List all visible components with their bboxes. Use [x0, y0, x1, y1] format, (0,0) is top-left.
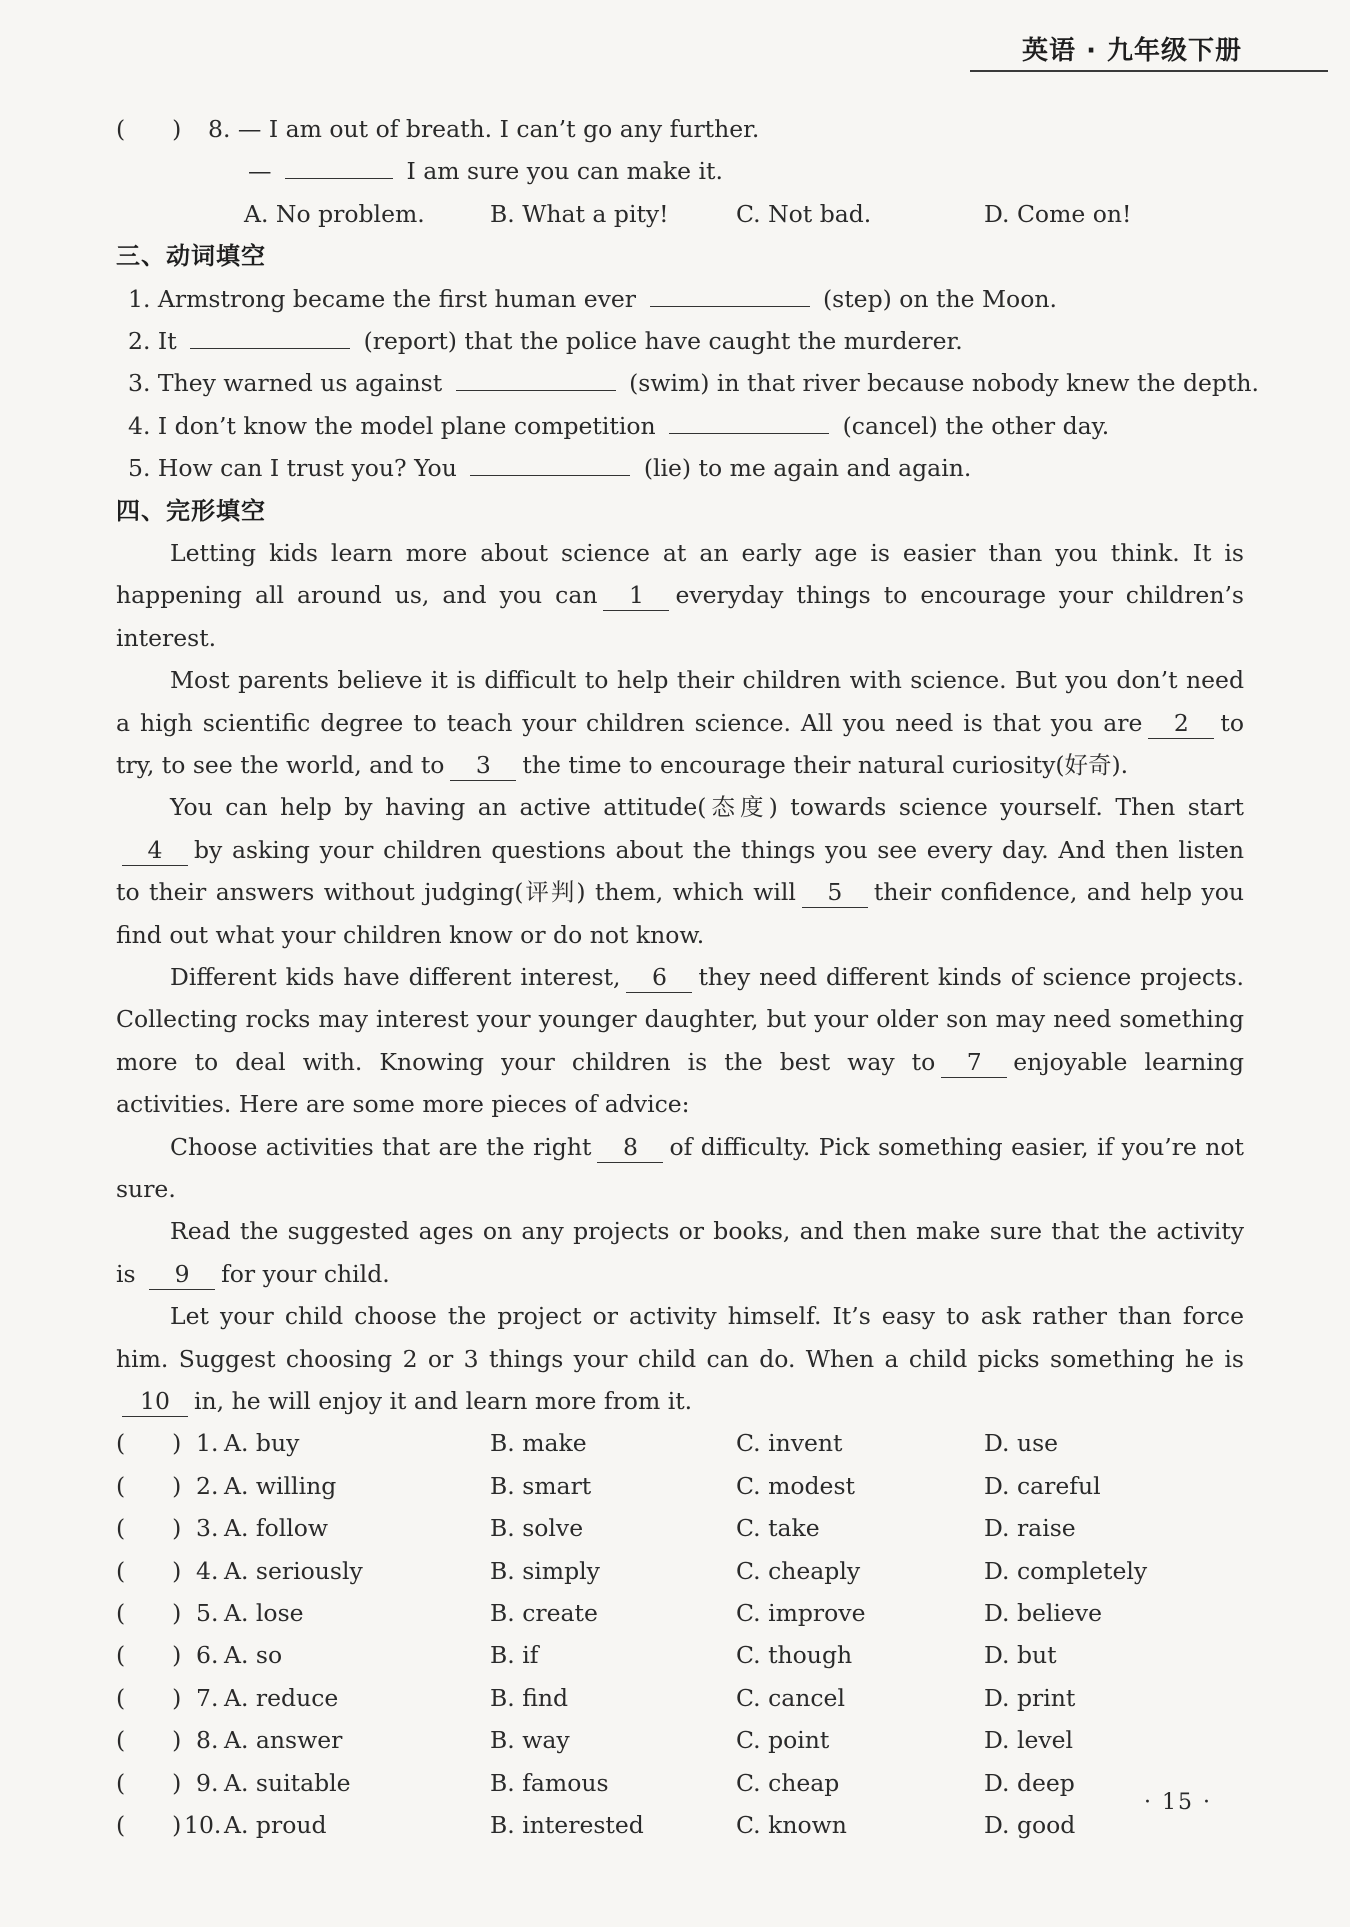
cloze-option-c[interactable]: C. invent — [736, 1429, 843, 1458]
answer-paren[interactable]: ( ) — [116, 1683, 182, 1712]
cloze-option-c[interactable]: C. though — [736, 1641, 853, 1670]
answer-paren[interactable]: ( ) — [116, 1599, 182, 1627]
cloze-question-row — [116, 1507, 1244, 1549]
q8-option-c[interactable]: C. Not bad. — [736, 199, 872, 228]
fill-item-number: 2. — [128, 326, 151, 355]
passage-paragraph-7 — [116, 1295, 1244, 1422]
cloze-question-row — [116, 1634, 1244, 1676]
q8-line1 — [116, 108, 1244, 150]
passage-text: by asking your children questions about the things you see every day. And then listen to — [116, 835, 1244, 907]
answer-paren[interactable]: ( ) — [116, 1768, 182, 1797]
cloze-question-row — [116, 1550, 1244, 1592]
q8-dialog-2: I am sure you can make it. — [406, 157, 723, 186]
cloze-question-number: 4. — [196, 1556, 219, 1585]
cloze-option-b[interactable]: B. if — [490, 1641, 539, 1670]
cloze-option-b[interactable]: B. solve — [490, 1514, 584, 1543]
cloze-question-number: 5. — [196, 1599, 219, 1627]
answer-paren[interactable]: ( ) — [116, 115, 182, 143]
passage-text: Here are some more pieces of advice: — [238, 1090, 690, 1119]
cloze-option-c[interactable]: C. known — [736, 1810, 847, 1839]
passage-text: Most parents believe it is difficult to help their children with science. But you don’t need a — [116, 666, 1244, 737]
fill-item-after: (lie) to me again and again. — [643, 454, 972, 483]
passage-text: Choose activities that are the right — [170, 1132, 592, 1161]
passage-text: of difficulty. Pick something easier, if you’re not — [669, 1132, 1244, 1161]
passage-text: more to deal with. Knowing your children is the best way to — [116, 1047, 936, 1076]
passage-text: he will enjoy it and learn more from it. — [231, 1387, 693, 1416]
passage-text: in, — [194, 1387, 225, 1416]
q8-option-a[interactable]: A. No problem. — [244, 199, 425, 228]
passage-text: to see the world, and to — [161, 750, 445, 779]
passage-text: the time to encourage their natural curiosity(好奇). — [522, 750, 1129, 779]
passage-paragraph-2 — [116, 659, 1244, 786]
fill-blank[interactable] — [650, 280, 810, 307]
cloze-option-d[interactable]: D. print — [984, 1683, 1076, 1712]
fill-item-5 — [116, 447, 1244, 489]
cloze-option-a[interactable]: A. reduce — [224, 1683, 339, 1712]
fill-item-before: It — [157, 326, 177, 355]
cloze-option-d[interactable]: D. raise — [984, 1514, 1076, 1543]
cloze-blank-8[interactable]: 8 — [597, 1132, 663, 1163]
fill-item-number: 4. — [128, 411, 151, 440]
q8-option-d[interactable]: D. Come on! — [984, 199, 1132, 228]
cloze-option-d[interactable]: D. careful — [984, 1471, 1101, 1500]
cloze-question-row — [116, 1465, 1244, 1507]
cloze-option-d[interactable]: D. level — [984, 1726, 1074, 1755]
fill-item-number: 3. — [128, 369, 151, 398]
cloze-option-b[interactable]: B. famous — [490, 1768, 609, 1797]
answer-paren[interactable]: ( ) — [116, 1726, 182, 1755]
fill-blank[interactable] — [190, 322, 350, 349]
answer-paren[interactable]: ( ) — [116, 1641, 182, 1670]
q8-line2 — [116, 150, 1244, 192]
cloze-option-c[interactable]: C. take — [736, 1514, 820, 1543]
cloze-option-a[interactable]: A. buy — [224, 1429, 300, 1458]
cloze-option-c[interactable]: C. modest — [736, 1471, 855, 1500]
passage-text: Read the suggested ages on any projects or books, and then make sure that the activity is — [116, 1217, 1244, 1288]
answer-paren[interactable]: ( ) — [116, 1810, 182, 1839]
cloze-question-row — [116, 1762, 1244, 1804]
cloze-option-b[interactable]: B. smart — [490, 1471, 592, 1500]
fill-item-number: 5. — [128, 454, 151, 483]
answer-paren[interactable]: ( ) — [116, 1429, 182, 1458]
passage-text: to try, — [116, 708, 1244, 779]
cloze-question-row — [116, 1719, 1244, 1761]
cloze-option-c[interactable]: C. cheap — [736, 1768, 840, 1797]
cloze-option-a[interactable]: A. willing — [224, 1471, 337, 1500]
cloze-question-number: 10. — [184, 1810, 222, 1839]
fill-item-before: I don’t know the model plane competition — [157, 411, 656, 440]
passage-text: for your child. — [221, 1259, 390, 1288]
page-content — [116, 108, 1260, 1846]
page-number: · 15 · — [1144, 1790, 1212, 1815]
cloze-option-b[interactable]: B. interested — [490, 1810, 644, 1839]
passage-text: Suggest choosing 2 or 3 things your child can do. When a child picks something he is — [178, 1344, 1244, 1373]
cloze-blank-2[interactable]: 2 — [1148, 708, 1214, 739]
cloze-blank-7[interactable]: 7 — [941, 1047, 1007, 1078]
cloze-blank-9[interactable]: 9 — [149, 1259, 215, 1290]
answer-paren[interactable]: ( ) — [116, 1471, 182, 1500]
cloze-blank-4[interactable]: 4 — [122, 835, 188, 866]
cloze-option-a[interactable]: A. lose — [224, 1599, 304, 1627]
cloze-question-number: 3. — [196, 1514, 219, 1543]
fill-item-after: (report) that the police have caught the murderer. — [363, 326, 963, 355]
cloze-option-c[interactable]: C. point — [736, 1726, 830, 1755]
cloze-options — [116, 1422, 1244, 1846]
passage-paragraph-4 — [116, 956, 1244, 1126]
fill-item-after: (step) on the Moon. — [823, 284, 1057, 313]
fill-item-2 — [116, 320, 1244, 362]
passage-text: Different kids have different interest, — [170, 962, 621, 991]
q8-option-b[interactable]: B. What a pity! — [490, 199, 669, 228]
cloze-option-c[interactable]: C. cheaply — [736, 1556, 861, 1585]
cloze-option-b[interactable]: B. make — [490, 1429, 587, 1458]
cloze-option-b[interactable]: B. find — [490, 1683, 569, 1712]
fill-item-3 — [116, 362, 1260, 404]
fill-item-before: They warned us against — [157, 369, 443, 398]
fill-item-number: 1. — [128, 284, 151, 313]
cloze-question-row — [116, 1592, 1244, 1634]
fill-item-after: (cancel) the other day. — [842, 411, 1110, 440]
fill-item-before: Armstrong became the first human ever — [157, 284, 637, 313]
cloze-question-number: 2. — [196, 1471, 219, 1500]
answer-paren[interactable]: ( ) — [116, 1514, 182, 1543]
fill-item-after: (swim) in that river because nobody knew the depth. — [629, 369, 1260, 398]
cloze-blank-3[interactable]: 3 — [450, 750, 516, 781]
cloze-option-d[interactable]: D. completely — [984, 1556, 1148, 1585]
cloze-option-c[interactable]: C. cancel — [736, 1683, 845, 1712]
cloze-question-number: 6. — [196, 1641, 219, 1670]
passage-paragraph-1 — [116, 532, 1244, 659]
fill-item-before: How can I trust you? You — [157, 454, 457, 483]
cloze-option-d[interactable]: D. good — [984, 1810, 1076, 1839]
cloze-option-c[interactable]: C. improve — [736, 1599, 866, 1627]
q8-dialog-1: — I am out of breath. I can’t go any further. — [237, 115, 760, 143]
passage-text: their answers without judging(评判) them, which will — [149, 878, 796, 907]
passage-text: Collecting rocks may interest your younger daughter, but your older son may need something — [116, 1005, 1244, 1034]
cloze-question-number: 1. — [196, 1429, 219, 1458]
q8-blank[interactable] — [285, 152, 393, 179]
cloze-option-b[interactable]: B. create — [490, 1599, 598, 1627]
section4-title: 四、完形填空 — [116, 496, 266, 525]
fill-blank[interactable] — [470, 449, 630, 476]
passage-text: they need different kinds of science projects. — [698, 962, 1244, 991]
passage-text: their confidence, and help you — [873, 878, 1244, 907]
cloze-option-a[interactable]: A. answer — [224, 1726, 343, 1755]
cloze-question-row — [116, 1804, 1244, 1846]
cloze-blank-5[interactable]: 5 — [802, 877, 868, 908]
cloze-option-d[interactable]: D. deep — [984, 1768, 1075, 1797]
cloze-option-d[interactable]: D. believe — [984, 1599, 1103, 1627]
header-rule — [970, 70, 1328, 72]
cloze-option-a[interactable]: A. suitable — [224, 1768, 351, 1797]
cloze-question-row — [116, 1422, 1244, 1464]
passage-text: enjoyable learning activities. — [116, 1047, 1244, 1119]
fill-blank[interactable] — [456, 364, 616, 391]
q8-dash: — — [248, 157, 272, 186]
cloze-question-row — [116, 1677, 1244, 1719]
answer-paren[interactable]: ( ) — [116, 1556, 182, 1585]
q8-options — [116, 193, 1244, 235]
passage-paragraph-3 — [116, 786, 1244, 956]
passage-paragraph-5 — [116, 1126, 1244, 1211]
passage-text: Letting kids learn more about science at an early age is easier than you think. It is happening all — [116, 538, 1244, 610]
cloze-question-number: 9. — [196, 1768, 219, 1797]
cloze-option-d[interactable]: D. use — [984, 1429, 1059, 1458]
cloze-question-number: 8. — [196, 1726, 219, 1755]
cloze-question-number: 7. — [196, 1683, 219, 1712]
q8-number: 8. — [208, 115, 231, 143]
cloze-option-d[interactable]: D. but — [984, 1641, 1057, 1670]
cloze-option-a[interactable]: A. seriously — [224, 1556, 363, 1585]
passage-paragraph-6 — [116, 1210, 1244, 1295]
page-header-title: 英语 · 九年级下册 — [1022, 36, 1242, 66]
cloze-blank-10[interactable]: 10 — [122, 1386, 188, 1417]
fill-item-4 — [116, 405, 1244, 447]
passage-text: around us, and you can — [297, 581, 598, 610]
passage-text: everyday things to encourage your children’s interest. — [116, 581, 1244, 652]
cloze-option-a[interactable]: A. follow — [224, 1514, 329, 1543]
cloze-blank-6[interactable]: 6 — [626, 962, 692, 993]
fill-item-1 — [116, 278, 1244, 320]
cloze-option-b[interactable]: B. way — [490, 1726, 570, 1755]
passage-text: find out what your children know or do not know. — [116, 920, 705, 949]
cloze-option-a[interactable]: A. so — [224, 1641, 283, 1670]
passage-text: high scientific degree to teach your children science. All you need is that you are — [139, 708, 1143, 737]
cloze-option-a[interactable]: A. proud — [224, 1810, 327, 1839]
cloze-blank-1[interactable]: 1 — [603, 580, 669, 611]
passage-text: You can help by having an active attitude(态度) towards science yourself. Then start — [170, 793, 1244, 822]
section3-title: 三、动词填空 — [116, 242, 266, 271]
cloze-option-b[interactable]: B. simply — [490, 1556, 600, 1585]
fill-blank[interactable] — [669, 407, 829, 434]
passage-text: sure. — [116, 1175, 176, 1203]
passage-text: Let your child choose the project or activity himself. It’s easy to ask rather than force him. — [116, 1302, 1244, 1373]
